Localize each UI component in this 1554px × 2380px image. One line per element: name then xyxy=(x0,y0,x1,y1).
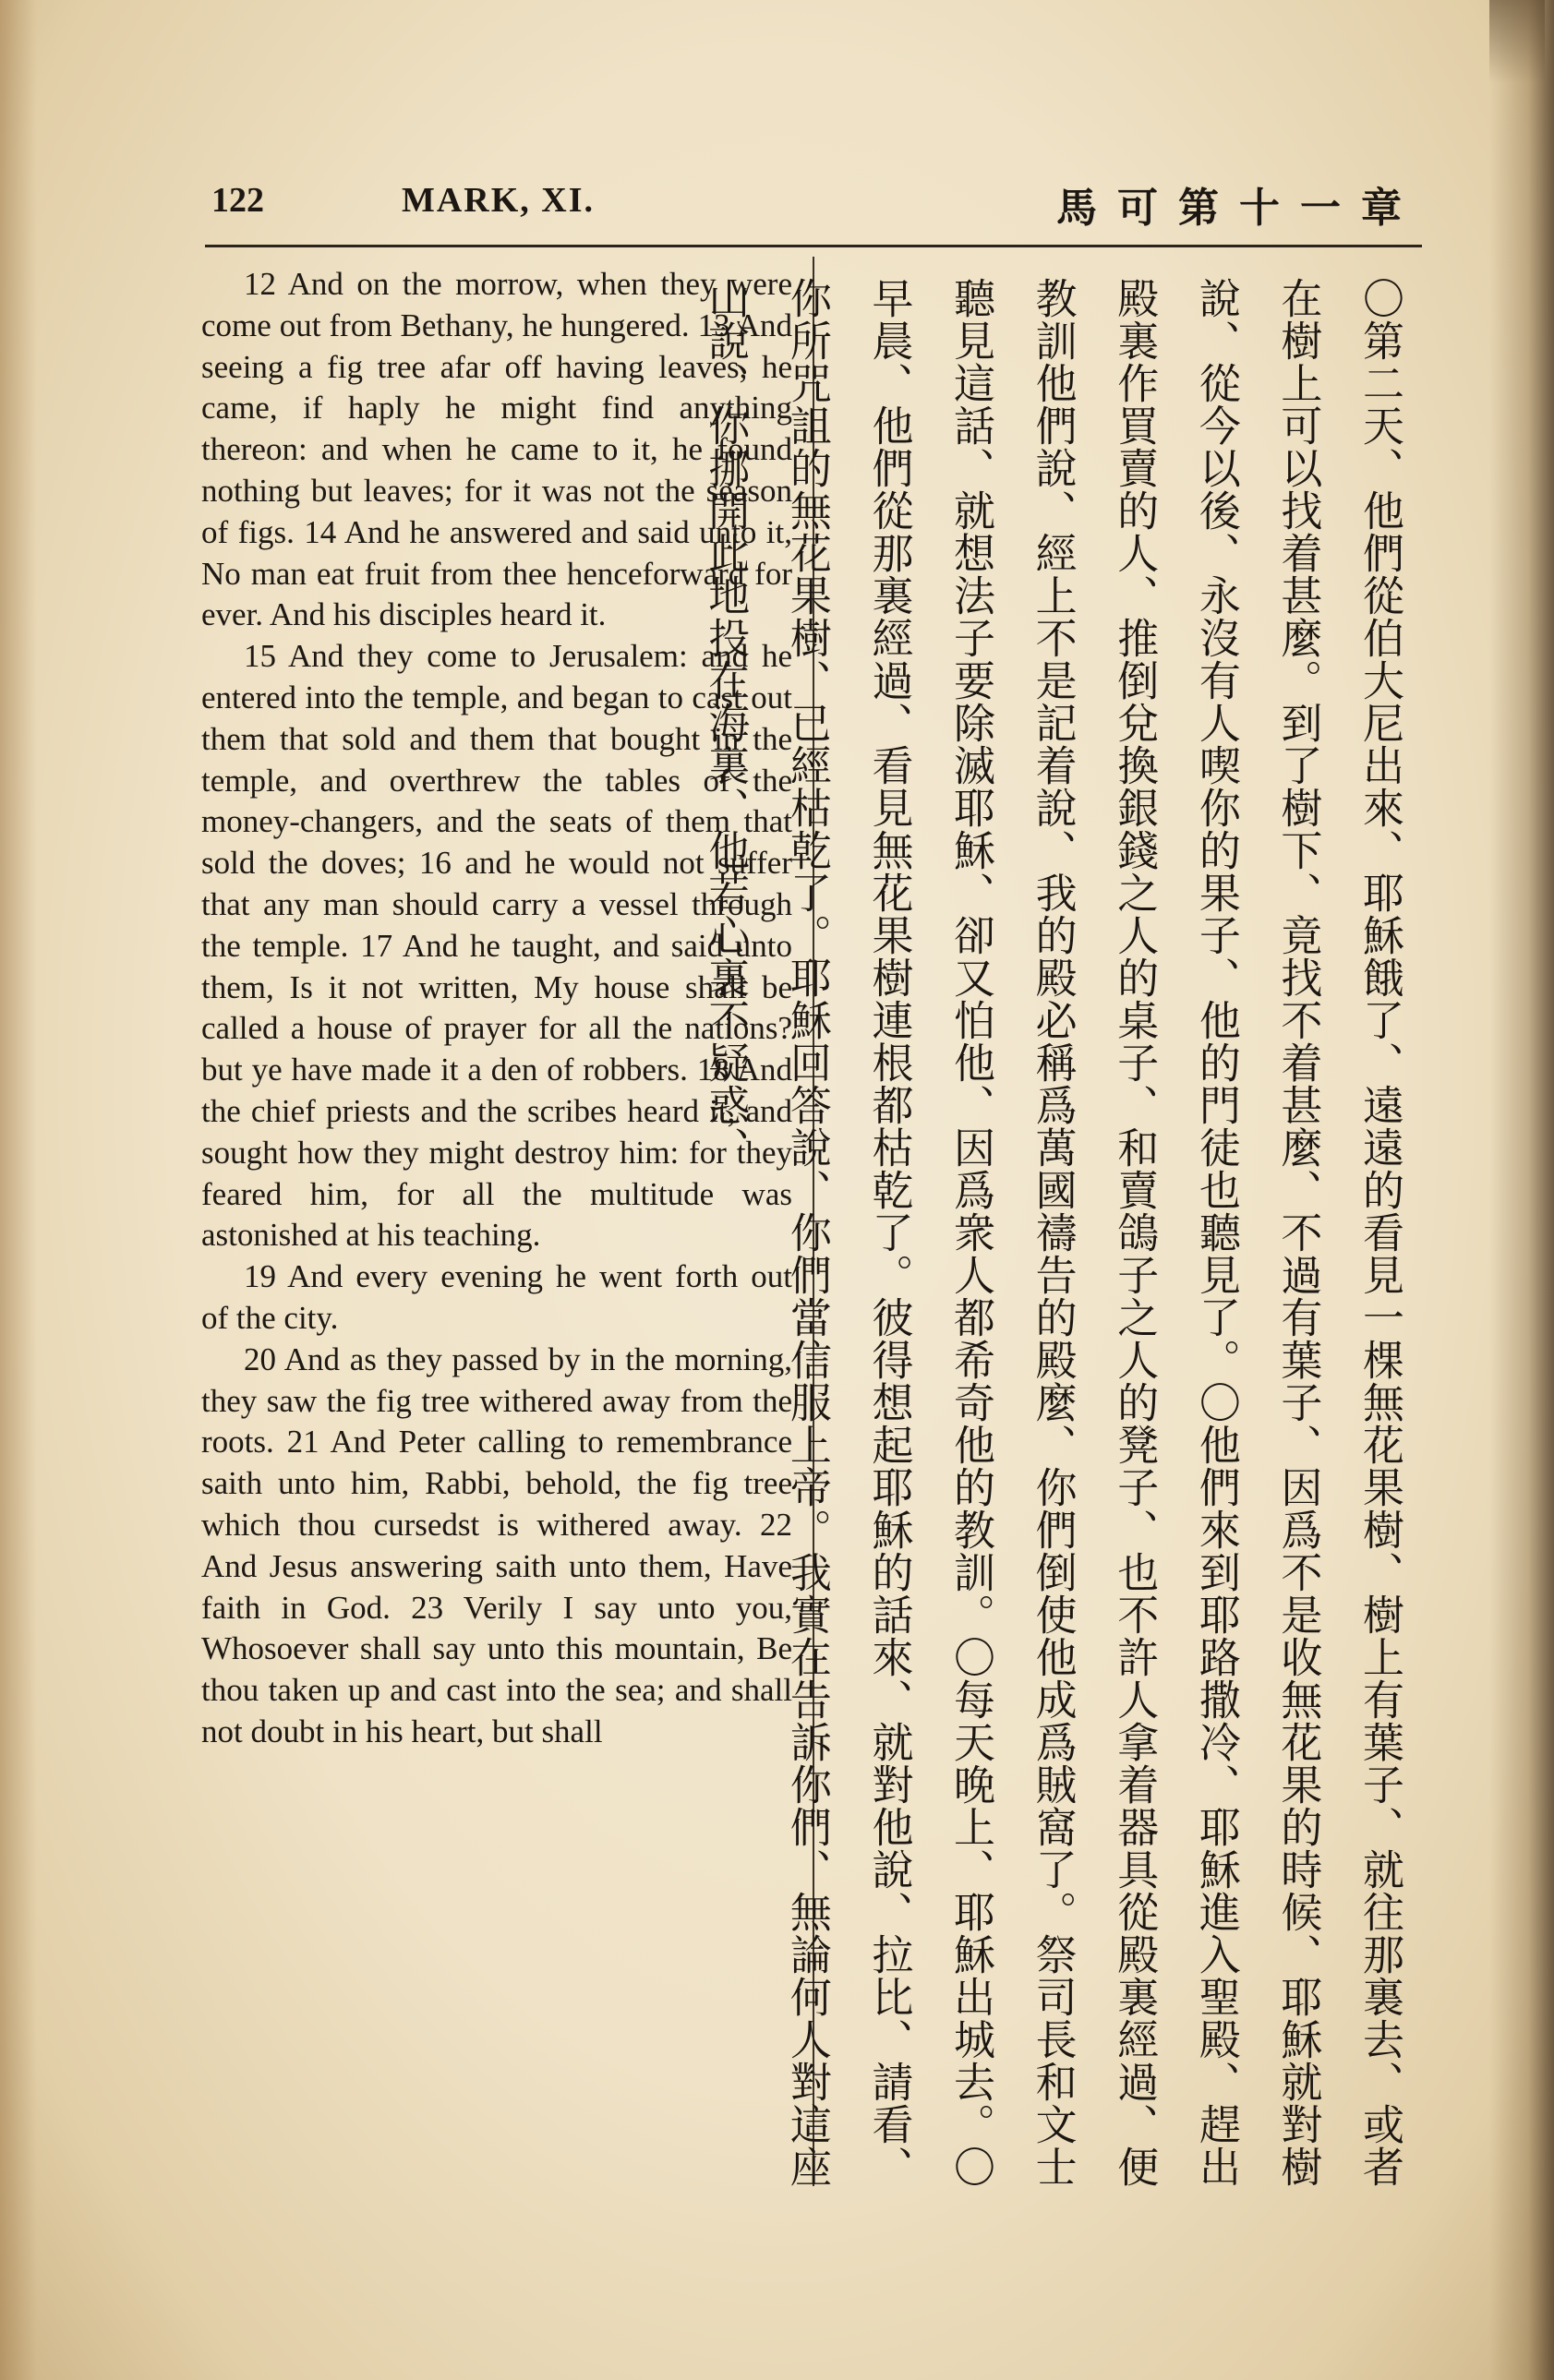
english-paragraph: 19 And every evening he went forth out of the city. xyxy=(201,1258,792,1336)
chinese-running-title: 馬可第十一章 xyxy=(1056,185,1422,232)
english-paragraph: 15 And they come to Jerusalem: and he entered into the temple, and began to cast out them that sold and them that bought in the temple, and overthrew the tables of the money-changers, and the seats of them that sold the doves; 16 and he would not suffer that any man should carry a vessel through the temple. 17 And he taught, and said unto them, Is it not written, My house shall be called a house of prayer for all the nations? but ye have made it a den of robbers. 18 And the chief priests and the scribes heard it, and sought how they might destroy him: for they feared him, for all the multitude was astonished at his teaching. xyxy=(201,638,792,1254)
page-number: 122 xyxy=(211,181,264,220)
spine-shadow xyxy=(1489,0,1554,2380)
header-rule xyxy=(205,245,1422,247)
page-header xyxy=(208,180,1422,235)
running-title: MARK, XI. xyxy=(402,181,596,220)
page-edge-shadow xyxy=(0,0,37,2380)
english-paragraph: 12 And on the morrow, when they were come out from Bethany, he hungered. 13 And seeing a fig tree afar off having leaves, he came, if haply he might find anything thereon: and when he came to it, he found nothing but leaves; for it was not the season of figs. 14 And he answered and said unto it, No man eat fruit from thee henceforward for ever. And his disciples heard it. xyxy=(201,266,792,633)
chinese-text: 〇第二天、他們從伯大尼出來、耶穌餓了、遠遠的看見一棵無花果樹、樹上有葉子、就往那裏去、或者在樹上可以找着甚麼。到了樹下、竟找不着甚麼、不過有葉子、因爲不是收無花果的時候、耶穌就對樹說、從今以後、永沒有人喫你的果子、他的門徒也聽見了。〇他們來到耶路撒冷、耶穌進入聖殿、趕出殿裏作買賣的人、推倒兌換銀錢之人的桌子、和賣鴿子之人的凳子、也不許人拿着器具從殿裏經過、便教訓他們說、經上不是記着說、我的殿必稱爲萬國禱告的殿麼、你們倒使他成爲賊窩了。祭司長和文士聽見這話、就想法子要除滅耶穌、卻又怕他、因爲衆人都希奇他的教訓。〇每天晚上、耶穌出城去。〇早晨、他們從那裏經過、看見無花果樹連根都枯乾了。彼得想起耶穌的話來、就對他說、拉比、請看、你所咒詛的無花果樹、已經枯乾了。耶穌回答說、你們當信服上帝。我實在告訴你們、無論何人對這座山說、你挪開此地投在海裏、他若心裏不疑惑、 xyxy=(701,277,1404,2188)
english-paragraph: 20 And as they passed by in the morning, they saw the fig tree withered away from the roots. 21 And Peter calling to remembrance saith unto him, Rabbi, behold, the fig tree which thou cursedst is withered away. 22 And Jesus answering saith unto them, Have faith in God. 23 Verily I say unto you, Whosoever shall say unto this mountain, Be thou taken up and cast into the sea; and shall not doubt in his heart, but shall xyxy=(201,1340,792,1749)
corner-tab xyxy=(1489,0,1545,83)
chinese-column xyxy=(701,277,1420,2206)
